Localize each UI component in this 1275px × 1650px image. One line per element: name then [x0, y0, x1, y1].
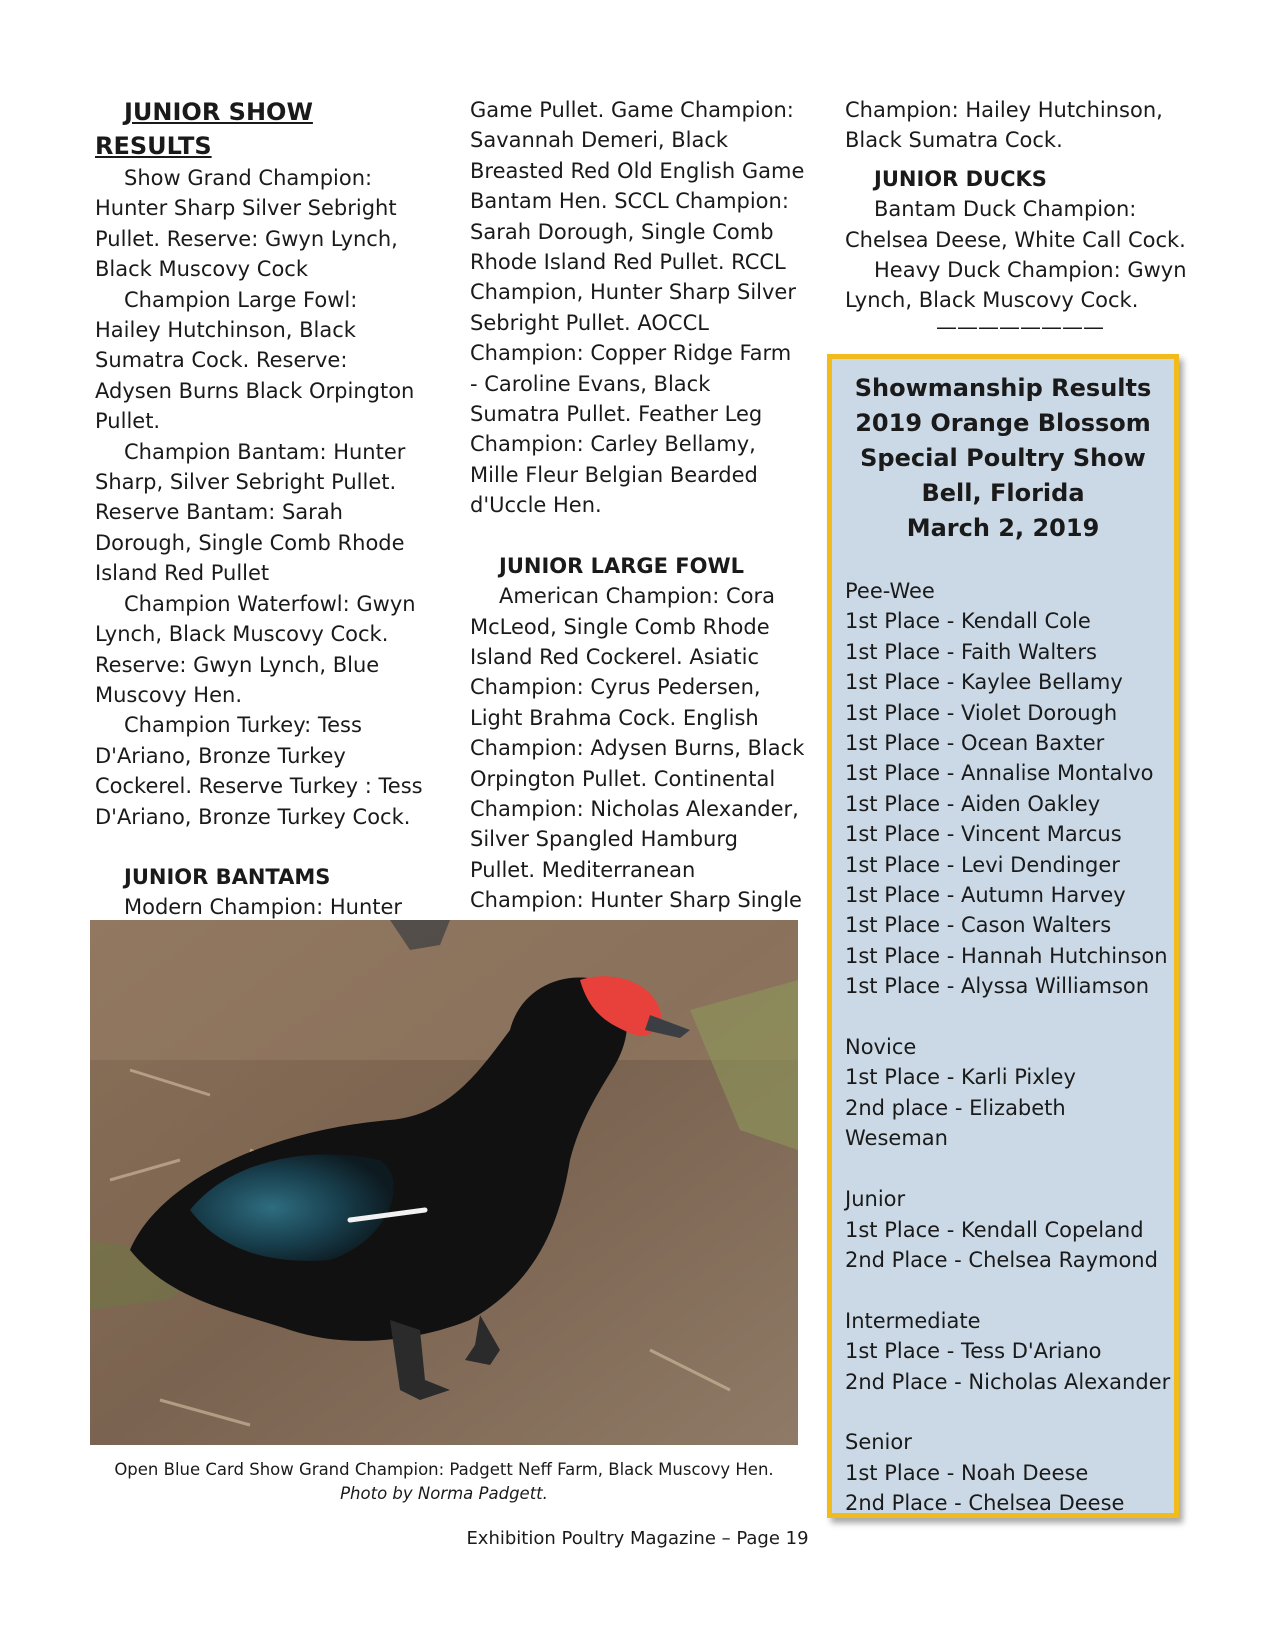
junior-ducks-heading: JUNIOR DUCKS: [874, 166, 1047, 191]
heavy-duck-paragraph: Heavy Duck Champion: Gwyn Lynch, Black Muscovy Cock.: [845, 258, 1187, 313]
placement-entry: 2nd Place - Nicholas Alexander: [845, 1369, 1171, 1394]
column-3: [845, 95, 1195, 338]
placement-entry: 1st Place - Annalise Montalvo: [845, 761, 1154, 786]
placement-entry: 1st Place - Aiden Oakley: [845, 791, 1101, 816]
showmanship-results-box: [827, 354, 1179, 1518]
junior-show-results-heading: JUNIOR SHOW RESULTS: [95, 98, 313, 160]
placement-entry: 1st Place - Kendall Copeland: [845, 1217, 1144, 1242]
bantam-duck-paragraph: Bantam Duck Champion: Chelsea Deese, White Call Cock.: [845, 197, 1186, 252]
division-name: Intermediate: [845, 1308, 981, 1333]
placement-entry: 1st Place - Vincent Marcus: [845, 822, 1122, 847]
turkey-paragraph: Champion Turkey: Tess D'Ariano, Bronze Turkey Cockerel. Reserve Turkey : Tess D'Ariano, Bronze Turkey Cock.: [95, 713, 423, 829]
placement-entry: 1st Place - Hannah Hutchinson: [845, 943, 1168, 968]
placement-entry: 1st Place - Noah Deese: [845, 1460, 1089, 1485]
placement-entry: 1st Place - Karli Pixley: [845, 1065, 1076, 1090]
photo-caption: [90, 1458, 798, 1506]
photo-credit: Photo by Norma Padgett.: [340, 1484, 548, 1503]
showmanship-results-list: [832, 576, 1174, 1519]
modern-champion-paragraph: Modern Champion: Hunter: [124, 895, 403, 920]
placement-entry: 1st Place - Violet Dorough: [845, 700, 1118, 725]
placement-entry: 1st Place - Autumn Harvey: [845, 883, 1126, 908]
placement-entry: 1st Place - Ocean Baxter: [845, 731, 1105, 756]
waterfowl-paragraph: Champion Waterfowl: Gwyn Lynch, Black Muscovy Cock. Reserve: Gwyn Lynch, Blue Muscovy Hen.: [95, 591, 416, 707]
game-pullet-paragraph: Game Pullet. Game Champion: Savannah Demeri, Black Breasted Red Old English Game Bantam Hen. SCCL Champion: Sarah Dorough, Single Comb Rhode Island Red Pullet. RCCL Champion, Hunter Sharp Silver Sebright Pullet. AOCCL Champion: Copper Ridge Farm - Caroline Evans, Black Sumatra Pullet. Feather Leg Champion: Carley Bellamy, Mille Fleur Belgian Bearded d'Uccle Hen.: [470, 98, 805, 518]
section-divider: ————————: [936, 314, 1104, 339]
bantam-paragraph: Champion Bantam: Hunter Sharp, Silver Sebright Pullet. Reserve Bantam: Sarah Dorough, Single Comb Rhode Island Red Pullet: [95, 439, 406, 586]
muscovy-duck-photo: [90, 920, 798, 1445]
caption-text: Open Blue Card Show Grand Champion: Padgett Neff Farm, Black Muscovy Hen.: [114, 1460, 774, 1479]
placement-entry: 1st Place - Faith Walters: [845, 639, 1097, 664]
placement-entry: 1st Place - Alyssa Williamson: [845, 974, 1150, 999]
placement-entry: 1st Place - Cason Walters: [845, 913, 1112, 938]
placement-entry: 2nd Place - Chelsea Raymond: [845, 1247, 1158, 1272]
column-2: [470, 95, 805, 976]
division-name: Junior: [845, 1187, 906, 1212]
placement-entry: 2nd Place - Chelsea Deese: [845, 1491, 1125, 1516]
junior-bantams-heading: JUNIOR BANTAMS: [124, 864, 331, 889]
placement-entry: 1st Place - Levi Dendinger: [845, 852, 1120, 877]
page-footer: Exhibition Poultry Magazine – Page 19: [466, 1528, 809, 1549]
column-1: [95, 95, 425, 953]
placement-entry: 2nd place - Elizabeth Weseman: [845, 1095, 1066, 1151]
large-fowl-paragraph: Champion Large Fowl: Hailey Hutchinson, Black Sumatra Cock. Reserve: Adysen Burns Black Orpington Pullet.: [95, 287, 415, 434]
division-name: Senior: [845, 1430, 912, 1455]
american-champion-paragraph: American Champion: Cora McLeod, Single Comb Rhode Island Red Cockerel. Asiatic Champion: Cyrus Pedersen, Light Brahma Cock. English Champion: Adysen Burns, Black Orpington Pullet. Continental Champion: Nicholas Alexander, Silver Spangled Hamburg Pullet. Mediterranean Champion: Hunter Sharp Single: [470, 584, 805, 913]
placement-entry: 1st Place - Tess D'Ariano: [845, 1339, 1102, 1364]
showmanship-title: Showmanship Results 2019 Orange Blossom Special Poultry Show Bell, Florida March 2, 2019: [854, 374, 1152, 542]
aosb-champion-paragraph: Champion: Hailey Hutchinson, Black Sumatra Cock.: [845, 98, 1163, 153]
placement-entry: 1st Place - Kaylee Bellamy: [845, 670, 1123, 695]
division-name: Pee-Wee: [845, 579, 935, 603]
placement-entry: 1st Place - Kendall Cole: [845, 609, 1091, 634]
junior-large-fowl-heading: JUNIOR LARGE FOWL: [499, 553, 745, 578]
grand-champion-paragraph: Show Grand Champion: Hunter Sharp Silver Sebright Pullet. Reserve: Gwyn Lynch, Black Muscovy Cock: [95, 166, 398, 282]
division-name: Novice: [845, 1035, 917, 1060]
